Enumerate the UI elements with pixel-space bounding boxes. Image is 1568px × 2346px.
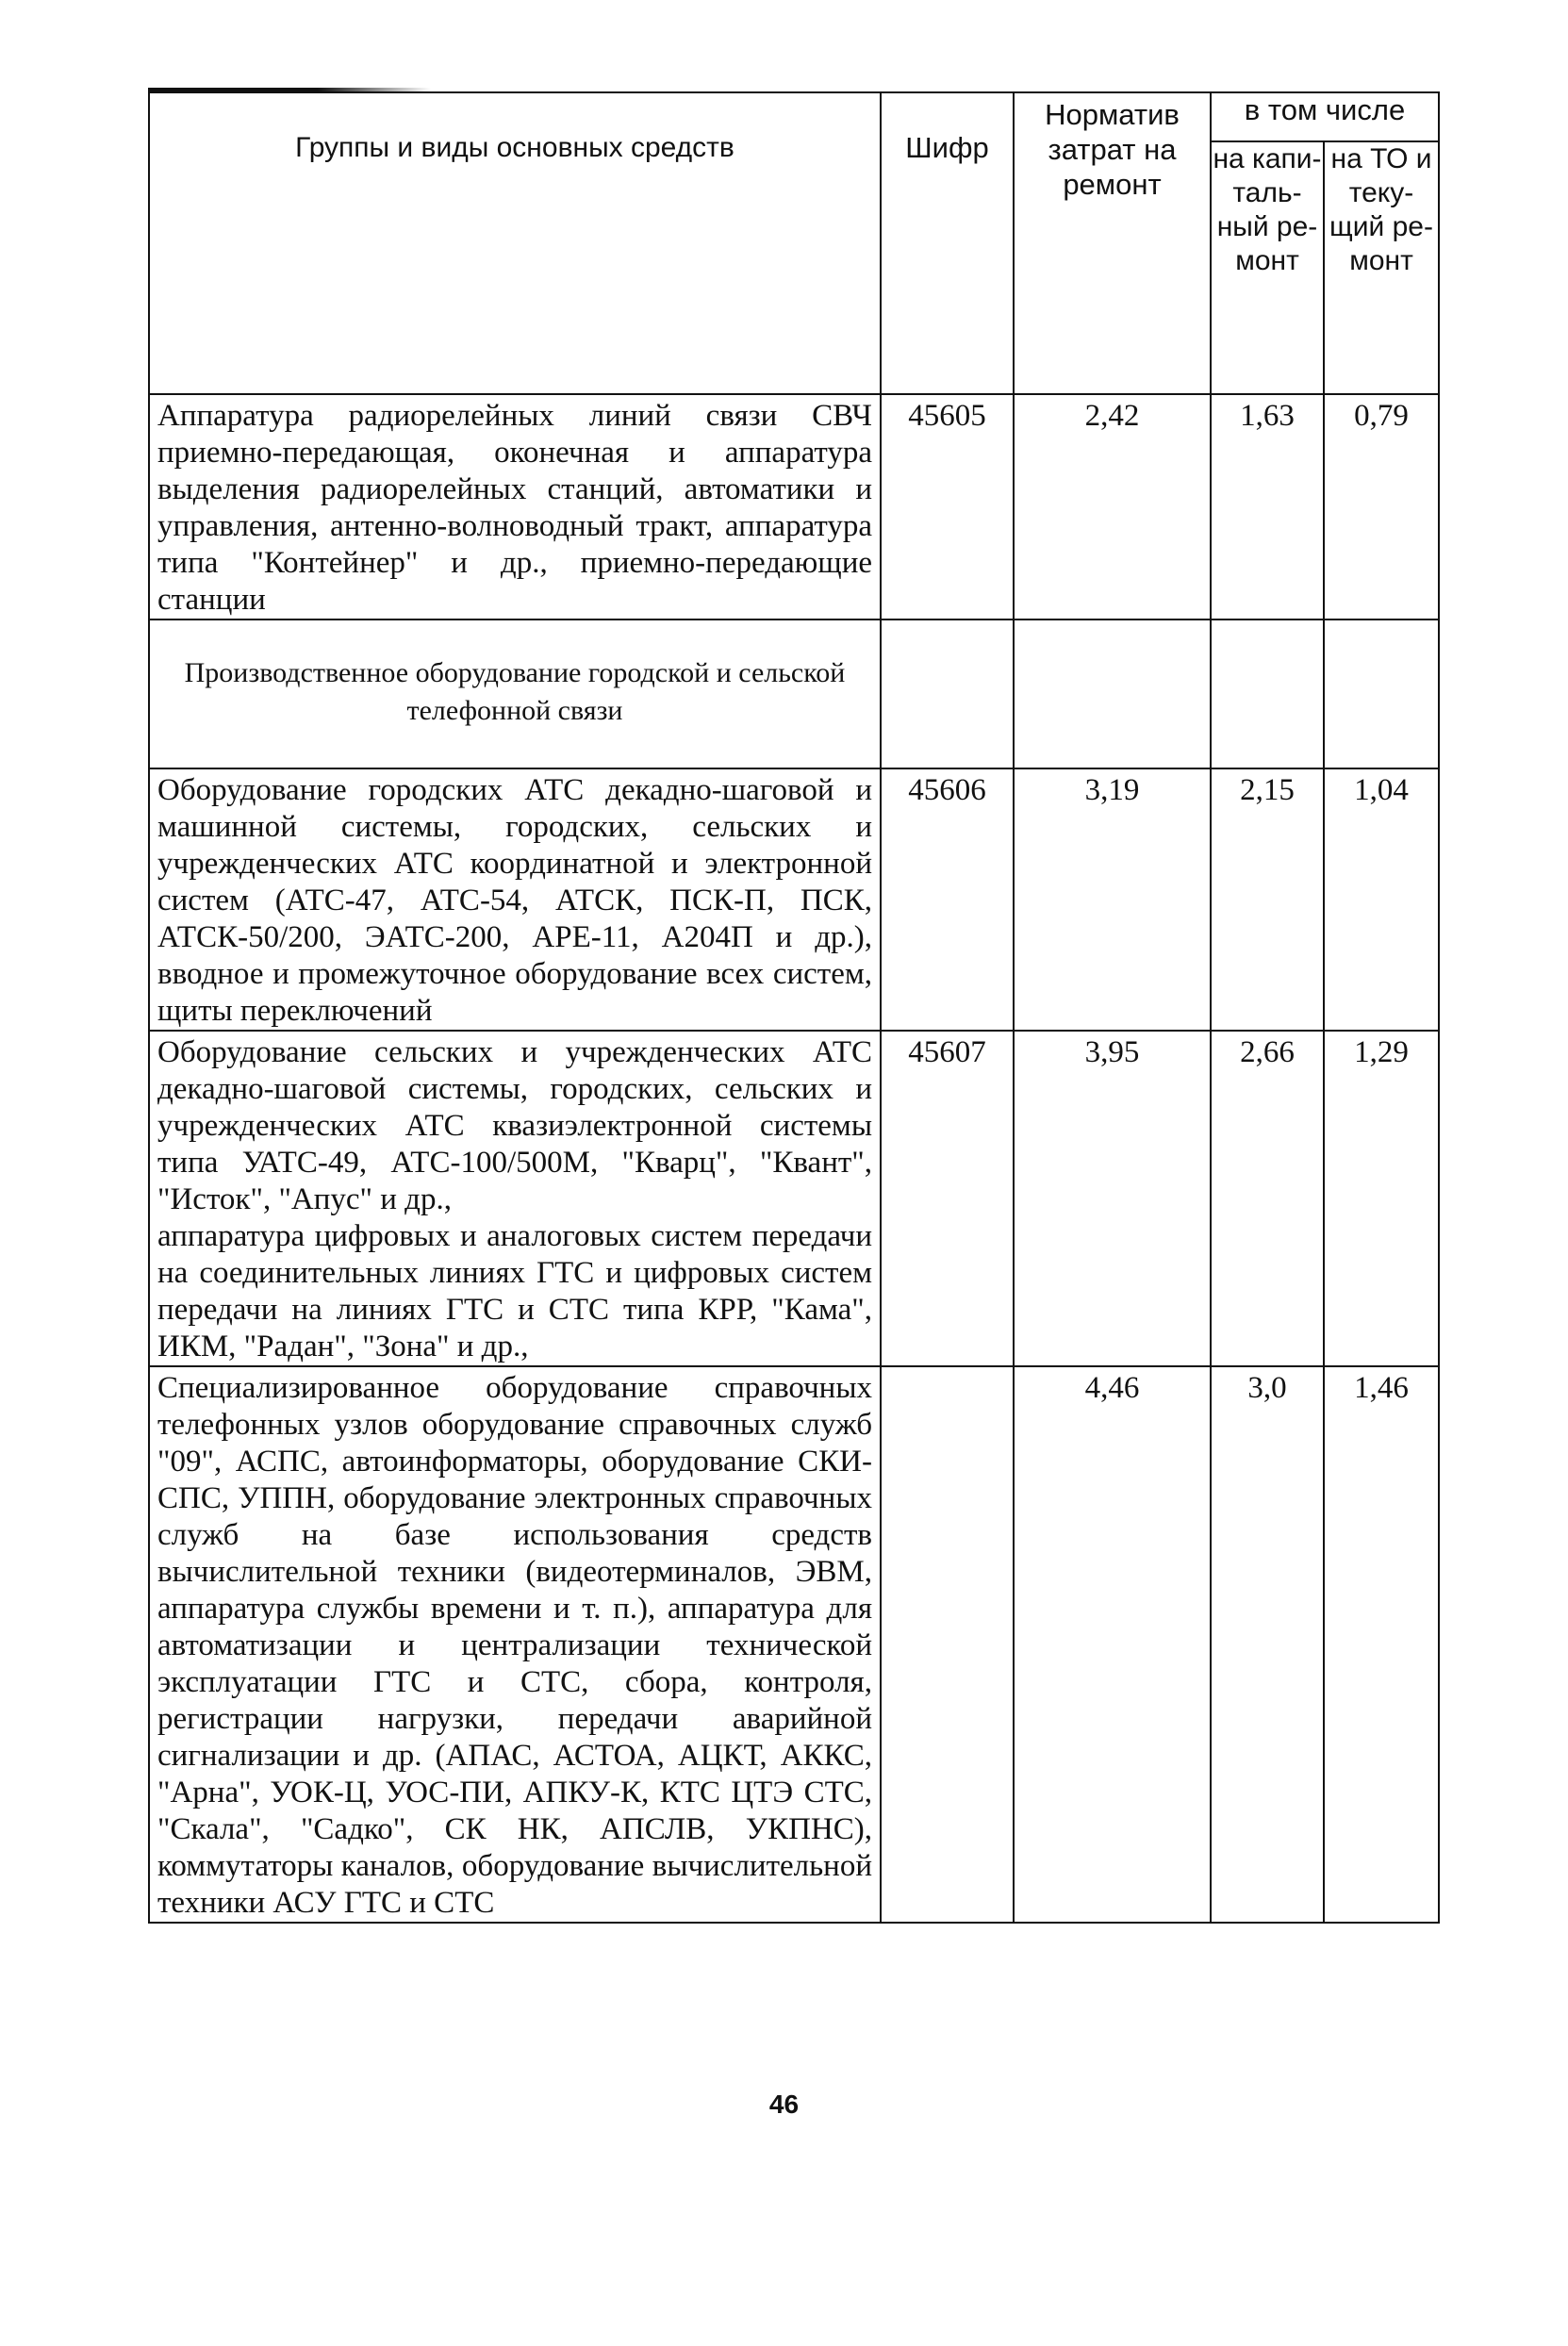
row-description-block	[149, 1031, 881, 1366]
empty-cell	[1324, 620, 1439, 768]
section-row	[149, 620, 1439, 768]
row-maintenance: 0,79	[1324, 394, 1439, 620]
row-code	[881, 1366, 1014, 1923]
page-number: 46	[768, 2090, 800, 2119]
row-code: 45606	[881, 768, 1014, 1031]
row-maintenance: 1,04	[1324, 768, 1439, 1031]
row-description-continued: аппаратура цифровых и аналоговых систем передачи на соединительных линиях ГТС и цифровых систем передачи на линиях ГТС и СТС типа КРР, "Кама", ИКМ, "Радан", "Зона" и др.,	[157, 1219, 872, 1363]
table-header-row	[149, 92, 1439, 141]
header-norm: Норматив затрат на ремонт	[1014, 92, 1211, 394]
row-capital: 1,63	[1211, 394, 1324, 620]
header-capital-repair: на капи-таль-ный ре-монт	[1211, 141, 1324, 394]
empty-cell	[881, 620, 1014, 768]
row-norm: 3,95	[1014, 1031, 1211, 1366]
row-norm: 4,46	[1014, 1366, 1211, 1923]
row-norm: 2,42	[1014, 394, 1211, 620]
row-capital: 3,0	[1211, 1366, 1324, 1923]
row-description: Специализированное оборудование справочных телефонных узлов оборудование справочных служб "09", АСПС, автоинформаторы, оборудование СКИ-СПС, УППН, оборудование электронных справочных служб на базе использования средств вычислительной техники (видеотерминалов, ЭВМ, аппаратура службы времени и т. п.), аппаратура для автоматизации и централизации технической эксплуатации ГТС и СТС, сбора, контроля, регистрации нагрузки, передачи аварийной сигнализации и др. (АПАС, АСТОА, АЦКТ, АККС, "Арна", УОК-Ц, УОС-ПИ, АПКУ-К, КТС ЦТЭ СТС, "Скала", "Садко", СК НК, АПСЛВ, УКПНС), коммутаторы каналов, оборудование вычислительной техники АСУ ГТС и СТС	[149, 1366, 881, 1923]
row-code: 45605	[881, 394, 1014, 620]
row-norm: 3,19	[1014, 768, 1211, 1031]
row-code: 45607	[881, 1031, 1014, 1366]
row-capital: 2,15	[1211, 768, 1324, 1031]
row-maintenance: 1,46	[1324, 1366, 1439, 1923]
header-code: Шифр	[881, 92, 1014, 394]
section-title: Производственное оборудование городской и сельской телефонной связи	[149, 620, 881, 768]
table-row	[149, 394, 1439, 620]
table-row	[149, 1366, 1439, 1923]
table-row	[149, 768, 1439, 1031]
header-including: в том числе	[1211, 92, 1439, 141]
row-description: Оборудование городских АТС декадно-шаговой и машинной системы, городских, сельских и учрежденческих АТС координатной и электронной систем (АТС-47, АТС-54, АТСК, ПСК-П, ПСК, АТСК-50/200, ЭАТС-200, АРЕ-11, А204П и др.), вводное и промежуточное оборудование всех систем, щиты переключений	[149, 768, 881, 1031]
row-description: Аппаратура радиорелейных линий связи СВЧ приемно-передающая, оконечная и аппаратура выделения радиорелейных станций, автоматики и управления, антенно-волноводный тракт, аппаратура типа "Контейнер" и др., приемно-передающие станции	[149, 394, 881, 620]
header-maintenance-repair: на ТО и теку-щий ре-монт	[1324, 141, 1439, 394]
header-groups: Группы и виды основных средств	[149, 92, 881, 394]
empty-cell	[1211, 620, 1324, 768]
row-capital: 2,66	[1211, 1031, 1324, 1366]
repair-norms-table	[148, 91, 1440, 1924]
row-maintenance: 1,29	[1324, 1031, 1439, 1366]
empty-cell	[1014, 620, 1211, 768]
row-description: Оборудование сельских и учрежденческих АТС декадно-шаговой системы, городских, сельских и учрежденческих АТС квазиэлектронной системы типа УАТС-49, АТС-100/500М, "Кварц", "Квант", "Исток", "Апус" и др.,	[157, 1035, 872, 1216]
table-row	[149, 1031, 1439, 1366]
